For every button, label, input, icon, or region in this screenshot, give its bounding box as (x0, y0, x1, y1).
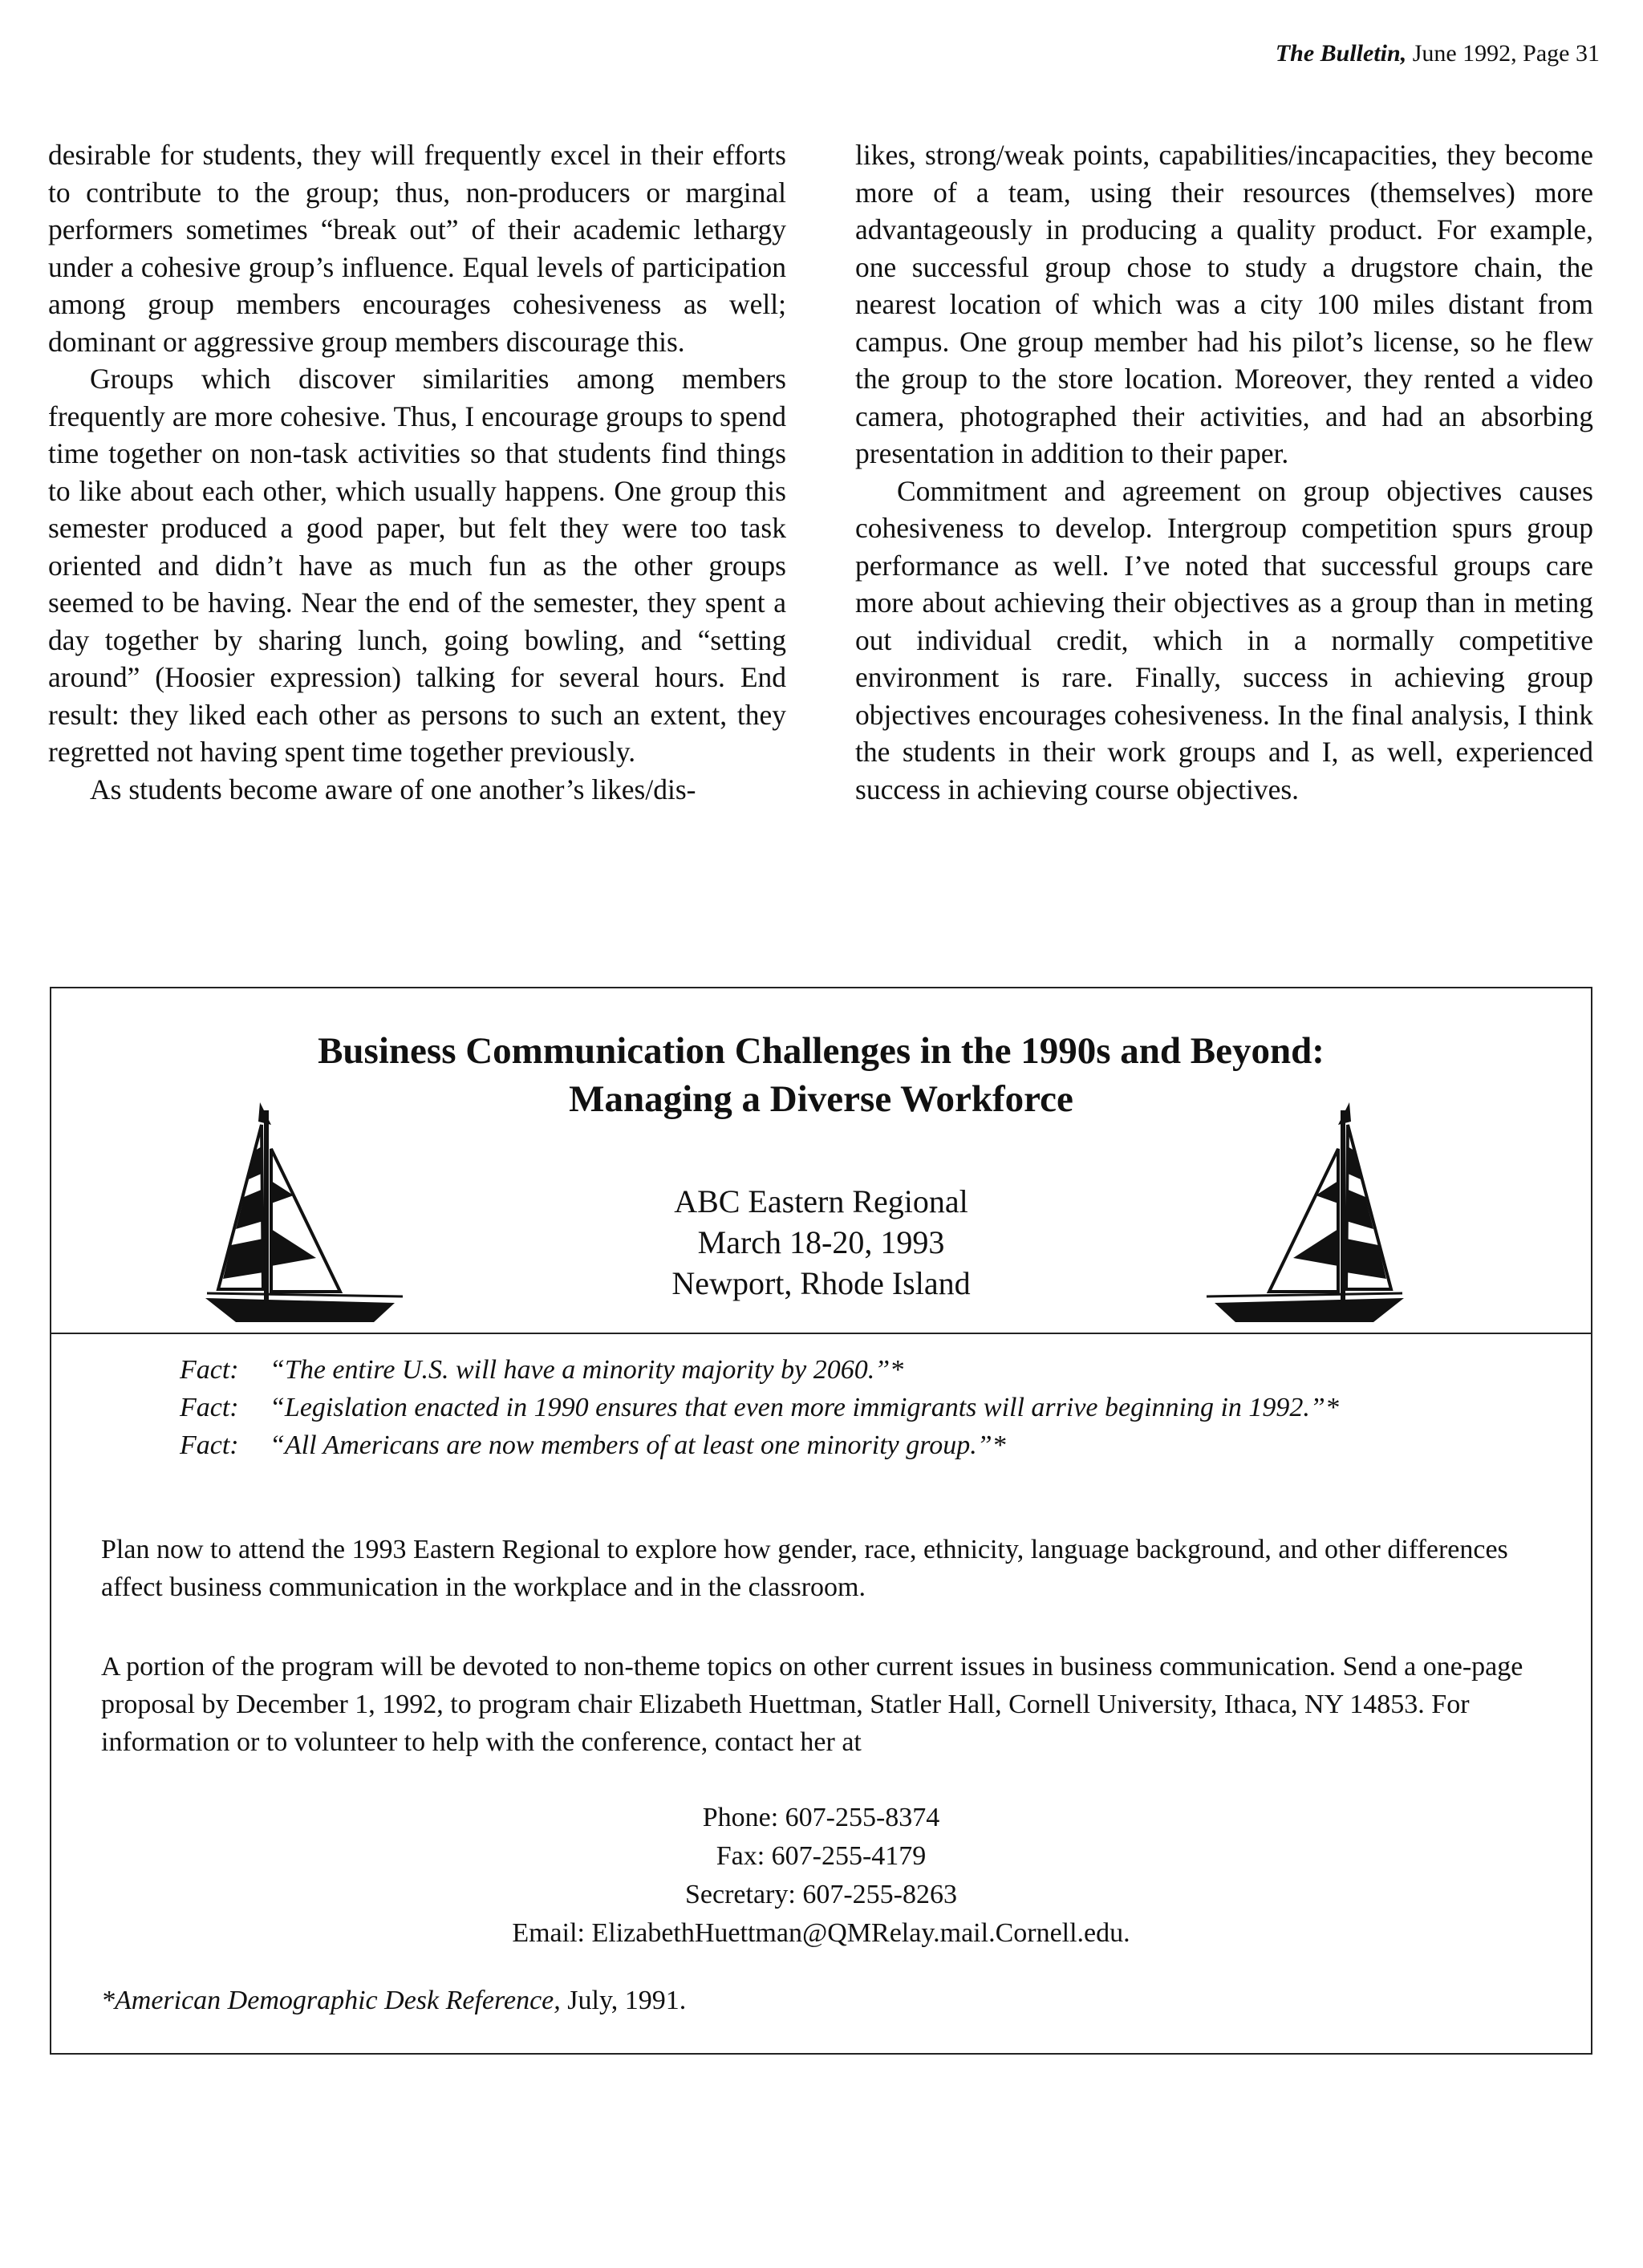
right-paragraph-1: likes, strong/weak points, capabilities/incapacities, they become more of a team, using their resources (themselves) more advantageously in producing a quality product. For example, one successful group chose to study a drugstore chain, the nearest location of which was a city 100 miles distant from campus. One group member had his pilot’s license, so he flew the group to the store location. Moreover, they rented a video camera, photographed their activities, and had an absorbing presentation in addition to their paper. (855, 139, 1593, 469)
running-header (1276, 40, 1600, 67)
fact-text: “The entire U.S. will have a minority majority by 2060.”* (270, 1355, 904, 1385)
contact-fax: Fax: 607-255-4179 (716, 1841, 927, 1871)
fact-label: Fact: (180, 1430, 239, 1460)
title-line-1: Business Communication Challenges in the 1990s and Beyond: (318, 1030, 1325, 1072)
contact-email: Email: ElizabethHuettman@QMRelay.mail.Cornell.edu. (512, 1918, 1130, 1948)
footnote-date: July, 1991. (560, 1986, 687, 2015)
fact-item (180, 1426, 1527, 1464)
facts-list (180, 1351, 1527, 1464)
fact-text: “All Americans are now members of at least one minority group.”* (270, 1430, 1006, 1460)
left-column (48, 136, 786, 808)
invitation-paragraph (101, 1531, 1561, 1606)
footnote (101, 1982, 686, 2019)
title-line-2: Managing a Diverse Workforce (569, 1078, 1073, 1120)
event-location: Newport, Rhode Island (671, 1265, 971, 1301)
proposal-paragraph (101, 1648, 1561, 1761)
fact-label: Fact: (180, 1355, 239, 1385)
right-column (855, 136, 1593, 808)
issue-date-page: June 1992, Page 31 (1412, 40, 1600, 67)
contact-block (51, 1799, 1591, 1953)
footnote-source: *American Demographic Desk Reference, (101, 1986, 561, 2015)
event-details (51, 1181, 1591, 1304)
horizontal-divider (51, 1333, 1591, 1334)
left-paragraph-1: desirable for students, they will frequently excel in their efforts to contribute to the group; thus, non-producers or marginal performers sometimes “break out” of their academic lethargy under a cohesive group’s influence. Equal levels of participation among group members encourages cohesiveness as well; dominant or aggressive group members discourage this. (48, 139, 786, 358)
event-dates: March 18-20, 1993 (697, 1224, 945, 1260)
fact-item (180, 1351, 1527, 1389)
contact-secretary: Secretary: 607-255-8263 (685, 1880, 957, 1909)
fact-label: Fact: (180, 1393, 239, 1422)
right-paragraph-2: Commitment and agreement on group objectives causes cohesiveness to develop. Intergroup competition spurs group performance as well. I’ve noted that successful groups care more about achieving their objectives as a group than in meting out individual credit, which in a normally competitive environment is rare. Finally, success in achieving group objectives encourages cohesiveness. In the final analysis, I think the students in their work groups and I, as well, experienced success in achieving course objectives. (855, 474, 1593, 805)
left-paragraph-2: Groups which discover similarities among members frequently are more cohesive. Thus, I encourage groups to spend time together on non-task activities so that students find things to like about each other, which usually happens. One group this semester produced a good paper, but felt they were too task oriented and didn’t have as much fun as the other groups seemed to be having. Near the end of the semester, they spent a day together by sharing lunch, going bowling, and “setting around” (Hoosier expression) talking for several hours. End result: they liked each other as persons to such an extent, they regretted not having spent time together previously. (48, 363, 786, 768)
left-paragraph-3: As students become aware of one another’s likes/dis- (90, 773, 696, 805)
publication-name: The Bulletin, (1275, 40, 1407, 67)
proposal-text: A portion of the program will be devoted to non-theme topics on other current issues in business communication. Send a one-page proposal by December 1, 1992, to program chair Elizabeth Huettman, Statler Hall, Cornell University, Ithaca, NY 14853. For information or to volunteer to help with the conference, contact her at (101, 1652, 1523, 1757)
conference-announcement-box (50, 987, 1592, 2055)
fact-item (180, 1389, 1527, 1426)
event-name: ABC Eastern Regional (674, 1183, 968, 1219)
fact-text: “Legislation enacted in 1990 ensures that even more immigrants will arrive beginning in 1992.”* (270, 1393, 1339, 1422)
invitation-text: Plan now to attend the 1993 Eastern Regional to explore how gender, race, ethnicity, language background, and other differences affect business communication in the workplace and in the classroom. (101, 1535, 1508, 1602)
contact-phone: Phone: 607-255-8374 (702, 1803, 940, 1832)
